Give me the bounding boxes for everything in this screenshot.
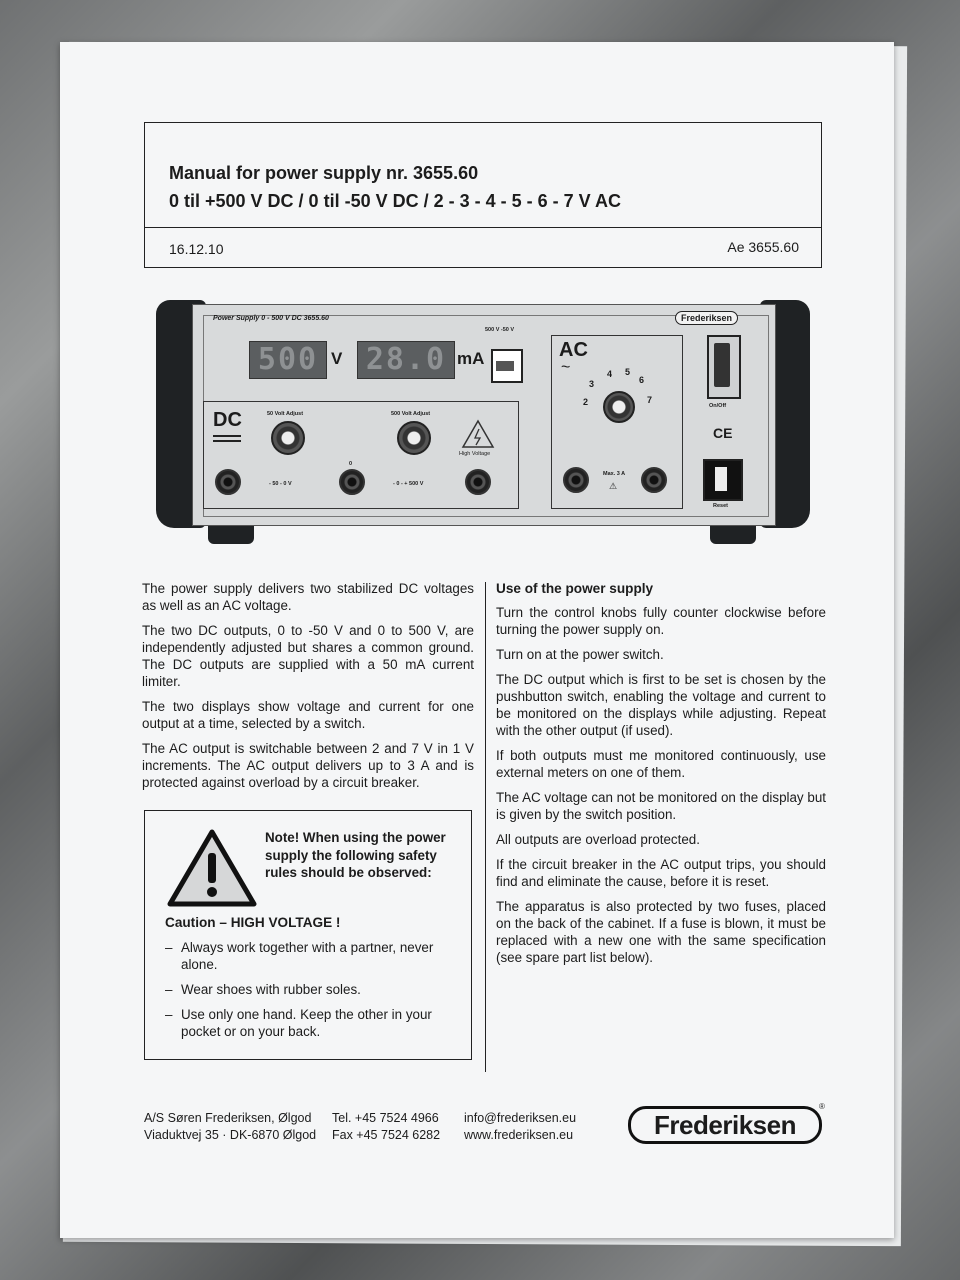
header-divider	[145, 227, 821, 228]
dc-label: DC	[213, 409, 242, 431]
ac-step-3: 3	[589, 379, 595, 389]
knob1-label: 50 Volt Adjust	[267, 411, 304, 417]
company-address: Viaduktvej 35 · DK-6870 Ølgod	[144, 1128, 317, 1142]
ce-mark: CE	[713, 425, 733, 441]
fax: Fax +45 7524 6282	[332, 1128, 441, 1142]
voltage-display: 500	[249, 341, 327, 379]
power-switch[interactable]	[707, 335, 741, 399]
list-item: – Always work together with a partner, never alone.	[165, 939, 465, 973]
current-unit: mA	[457, 349, 485, 368]
ac-label: AC	[559, 339, 588, 361]
safety-note-box	[144, 810, 472, 1060]
section-heading: Use of the power supply	[496, 581, 654, 596]
header-box	[144, 122, 822, 268]
warning-icon: ⚠	[609, 481, 618, 491]
header-date: 16.12.10	[169, 241, 224, 257]
footer-address	[144, 1110, 316, 1144]
reset-button[interactable]	[703, 459, 743, 501]
500v-adjust-knob[interactable]	[397, 421, 431, 455]
registered-mark: ®	[819, 1102, 825, 1111]
paragraph: If the circuit breaker in the AC output trips, you should find and eliminate the cause, before it is reset.	[496, 857, 826, 889]
high-voltage-icon	[461, 419, 495, 449]
onoff-label: On/Off	[709, 403, 727, 409]
panel-brand: Frederiksen	[675, 311, 738, 325]
front-panel	[192, 304, 776, 526]
company-name: A/S Søren Frederiksen, Ølgod	[144, 1111, 312, 1125]
caution-heading: Caution – HIGH VOLTAGE !	[165, 915, 341, 930]
email-link[interactable]: info@frederiksen.eu	[464, 1111, 577, 1125]
50v-adjust-knob[interactable]	[271, 421, 305, 455]
max-current-label: Max. 3 A	[603, 471, 626, 477]
right-column	[496, 580, 826, 974]
dc-symbol-icon	[213, 435, 241, 442]
paragraph: The two displays show voltage and current for one output at a time, selected by a switch.	[142, 699, 474, 731]
knob2-label: 500 Volt Adjust	[391, 411, 431, 417]
manual-page	[60, 42, 894, 1238]
list-item: – Wear shoes with rubber soles.	[165, 981, 465, 998]
paragraph: The AC voltage can not be monitored on the display but is given by the switch position.	[496, 790, 826, 822]
manual-title: Manual for power supply nr. 3655.60	[169, 163, 479, 183]
warning-triangle-icon	[167, 829, 257, 907]
jack-label-1: - 50 - 0 V	[269, 481, 292, 487]
jack-minus50[interactable]	[215, 469, 241, 495]
paragraph: All outputs are overload protected.	[496, 832, 700, 847]
paragraph: Turn on at the power switch.	[496, 647, 664, 662]
current-display: 28.0	[357, 341, 455, 379]
cabinet-foot-left	[208, 526, 254, 544]
jack-label-3: - 0 - + 500 V	[393, 481, 424, 487]
frederiksen-logo: Frederiksen	[628, 1106, 822, 1144]
paragraph: The DC output which is first to be set is chosen by the pushbutton switch, enabling the voltage and current to be monitored on the displays while adjusting. Repeat with the other output (if used).	[496, 672, 826, 738]
header-code: Ae 3655.60	[727, 239, 799, 255]
paragraph: The apparatus is also protected by two fuses, placed on the back of the cabinet. If a fuse is blown, it must be replaced with a new one with the same specification (see spare part list below).	[496, 899, 826, 965]
paragraph: The AC output is switchable between 2 and 7 V in 1 V increments. The AC output delivers up to 3 A and is protected against overload by a circuit breaker.	[142, 741, 474, 790]
website-link[interactable]: www.frederiksen.eu	[464, 1128, 574, 1142]
ac-step-2: 2	[583, 397, 589, 407]
safety-rules-list	[165, 939, 465, 1048]
ac-jack-right[interactable]	[641, 467, 667, 493]
jack-ground[interactable]	[339, 469, 365, 495]
ac-step-6: 6	[639, 375, 645, 385]
left-column	[142, 580, 474, 799]
paragraph: The two DC outputs, 0 to -50 V and 0 to 500 V, are independently adjusted but shares a common ground. The DC outputs are supplied with a 50 mA current limiter.	[142, 623, 474, 689]
column-divider	[485, 582, 486, 1072]
footer-phone	[332, 1110, 440, 1144]
high-voltage-label: High Voltage	[459, 451, 491, 457]
reset-label: Reset	[713, 503, 728, 509]
ac-voltage-selector-knob[interactable]	[603, 391, 635, 423]
manual-subtitle: 0 til +500 V DC / 0 til -50 V DC / 2 - 3 - 4 - 5 - 6 - 7 V AC	[169, 191, 621, 211]
list-item: – Use only one hand. Keep the other in your pocket or on your back.	[165, 1006, 465, 1040]
power-supply-illustration	[156, 300, 810, 548]
ac-step-5: 5	[625, 367, 631, 377]
ac-step-7: 7	[647, 395, 653, 405]
output-selector-button[interactable]	[491, 349, 523, 383]
note-text: Note! When using the power supply the following safety rules should be observed:	[265, 830, 446, 880]
jack-label-2: 0	[349, 461, 353, 467]
ac-step-4: 4	[607, 369, 613, 379]
panel-title: Power Supply 0 - 500 V DC 3655.60	[213, 315, 329, 322]
jack-plus500[interactable]	[465, 469, 491, 495]
paragraph: If both outputs must me monitored continuously, use external meters on one of them.	[496, 748, 826, 780]
footer-contact	[464, 1110, 576, 1144]
paragraph: The power supply delivers two stabilized DC voltages as well as an AC voltage.	[142, 581, 474, 613]
ac-jack-left[interactable]	[563, 467, 589, 493]
paragraph: Turn the control knobs fully counter clockwise before turning the power supply on.	[496, 605, 826, 637]
selector-label: 500 V -50 V	[485, 327, 515, 333]
ac-wave-icon: ~	[561, 359, 571, 376]
cabinet-foot-right	[710, 526, 756, 544]
telephone: Tel. +45 7524 4966	[332, 1111, 439, 1125]
voltage-unit: V	[331, 349, 343, 368]
